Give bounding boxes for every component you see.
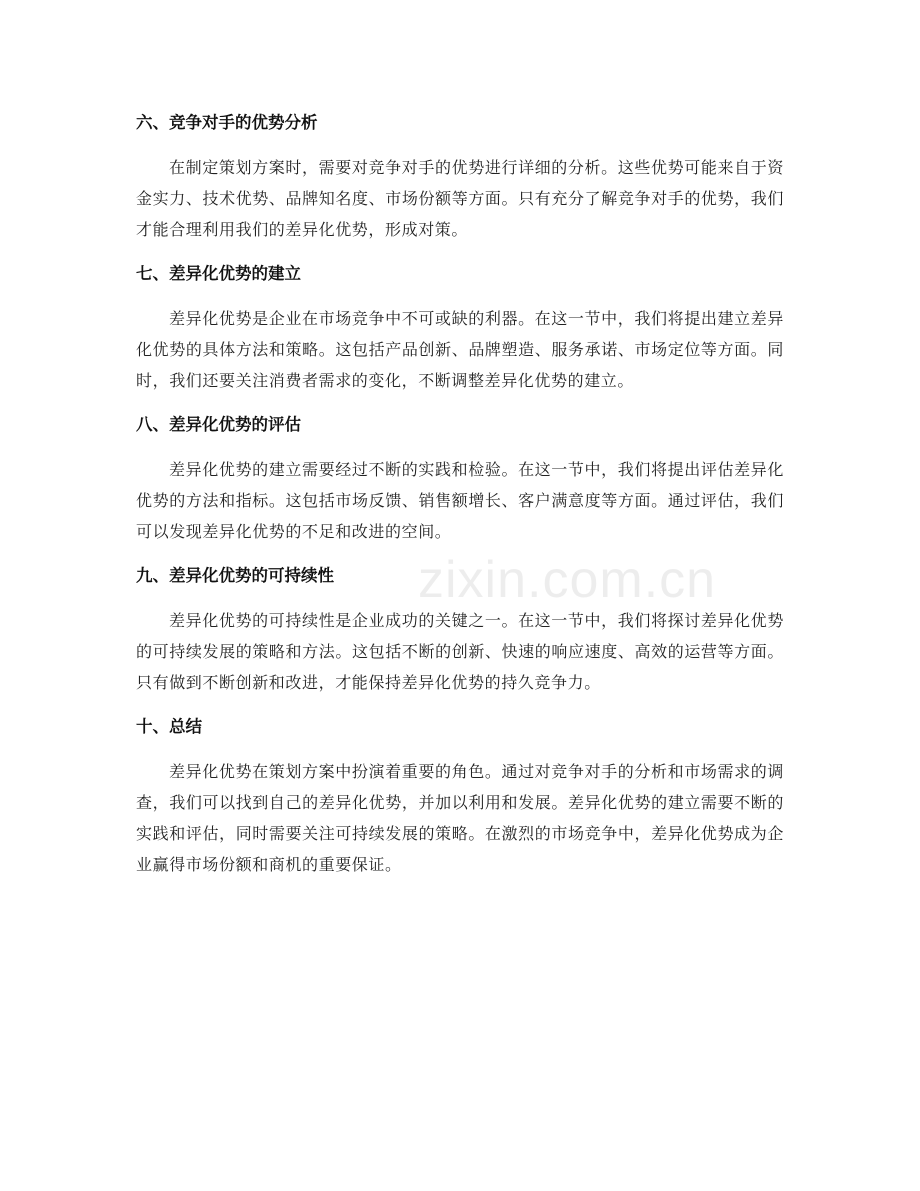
section-summary xyxy=(136,708,784,880)
section-establishment xyxy=(136,255,784,396)
document-content xyxy=(136,104,784,890)
section-competitor-analysis xyxy=(136,104,784,245)
section-title: 九、差异化优势的可持续性 xyxy=(136,566,334,585)
section-paragraph: 差异化优势的可持续性是企业成功的关键之一。在这一节中，我们将探讨差异化优势的可持续发展的策略和方法。这包括不断的创新、快速的响应速度、高效的运营等方面。只有做到不断创新和改进，才能保持差异化优势的持久竞争力。 xyxy=(136,611,784,692)
section-paragraph: 在制定策划方案时，需要对竞争对手的优势进行详细的分析。这些优势可能来自于资金实力、技术优势、品牌知名度、市场份额等方面。只有充分了解竞争对手的优势，我们才能合理利用我们的差异化优势，形成对策。 xyxy=(136,158,784,239)
section-paragraph: 差异化优势是企业在市场竞争中不可或缺的利器。在这一节中，我们将提出建立差异化优势的具体方法和策略。这包括产品创新、品牌塑造、服务承诺、市场定位等方面。同时，我们还要关注消费者需求的变化，不断调整差异化优势的建立。 xyxy=(136,309,784,390)
section-title: 七、差异化优势的建立 xyxy=(136,264,301,283)
section-title: 六、竞争对手的优势分析 xyxy=(136,113,318,132)
section-title: 八、差异化优势的评估 xyxy=(136,415,301,434)
section-evaluation xyxy=(136,406,784,547)
section-paragraph: 差异化优势在策划方案中扮演着重要的角色。通过对竞争对手的分析和市场需求的调查，我们可以找到自己的差异化优势，并加以利用和发展。差异化优势的建立需要不断的实践和评估，同时需要关注可持续发展的策略。在激烈的市场竞争中，差异化优势成为企业赢得市场份额和商机的重要保证。 xyxy=(136,762,784,874)
watermark: zixin.com.cn xyxy=(418,551,717,609)
section-paragraph: 差异化优势的建立需要经过不断的实践和检验。在这一节中，我们将提出评估差异化优势的方法和指标。这包括市场反馈、销售额增长、客户满意度等方面。通过评估，我们可以发现差异化优势的不足和改进的空间。 xyxy=(136,460,784,541)
section-sustainability xyxy=(136,557,784,698)
section-title: 十、总结 xyxy=(136,717,202,736)
